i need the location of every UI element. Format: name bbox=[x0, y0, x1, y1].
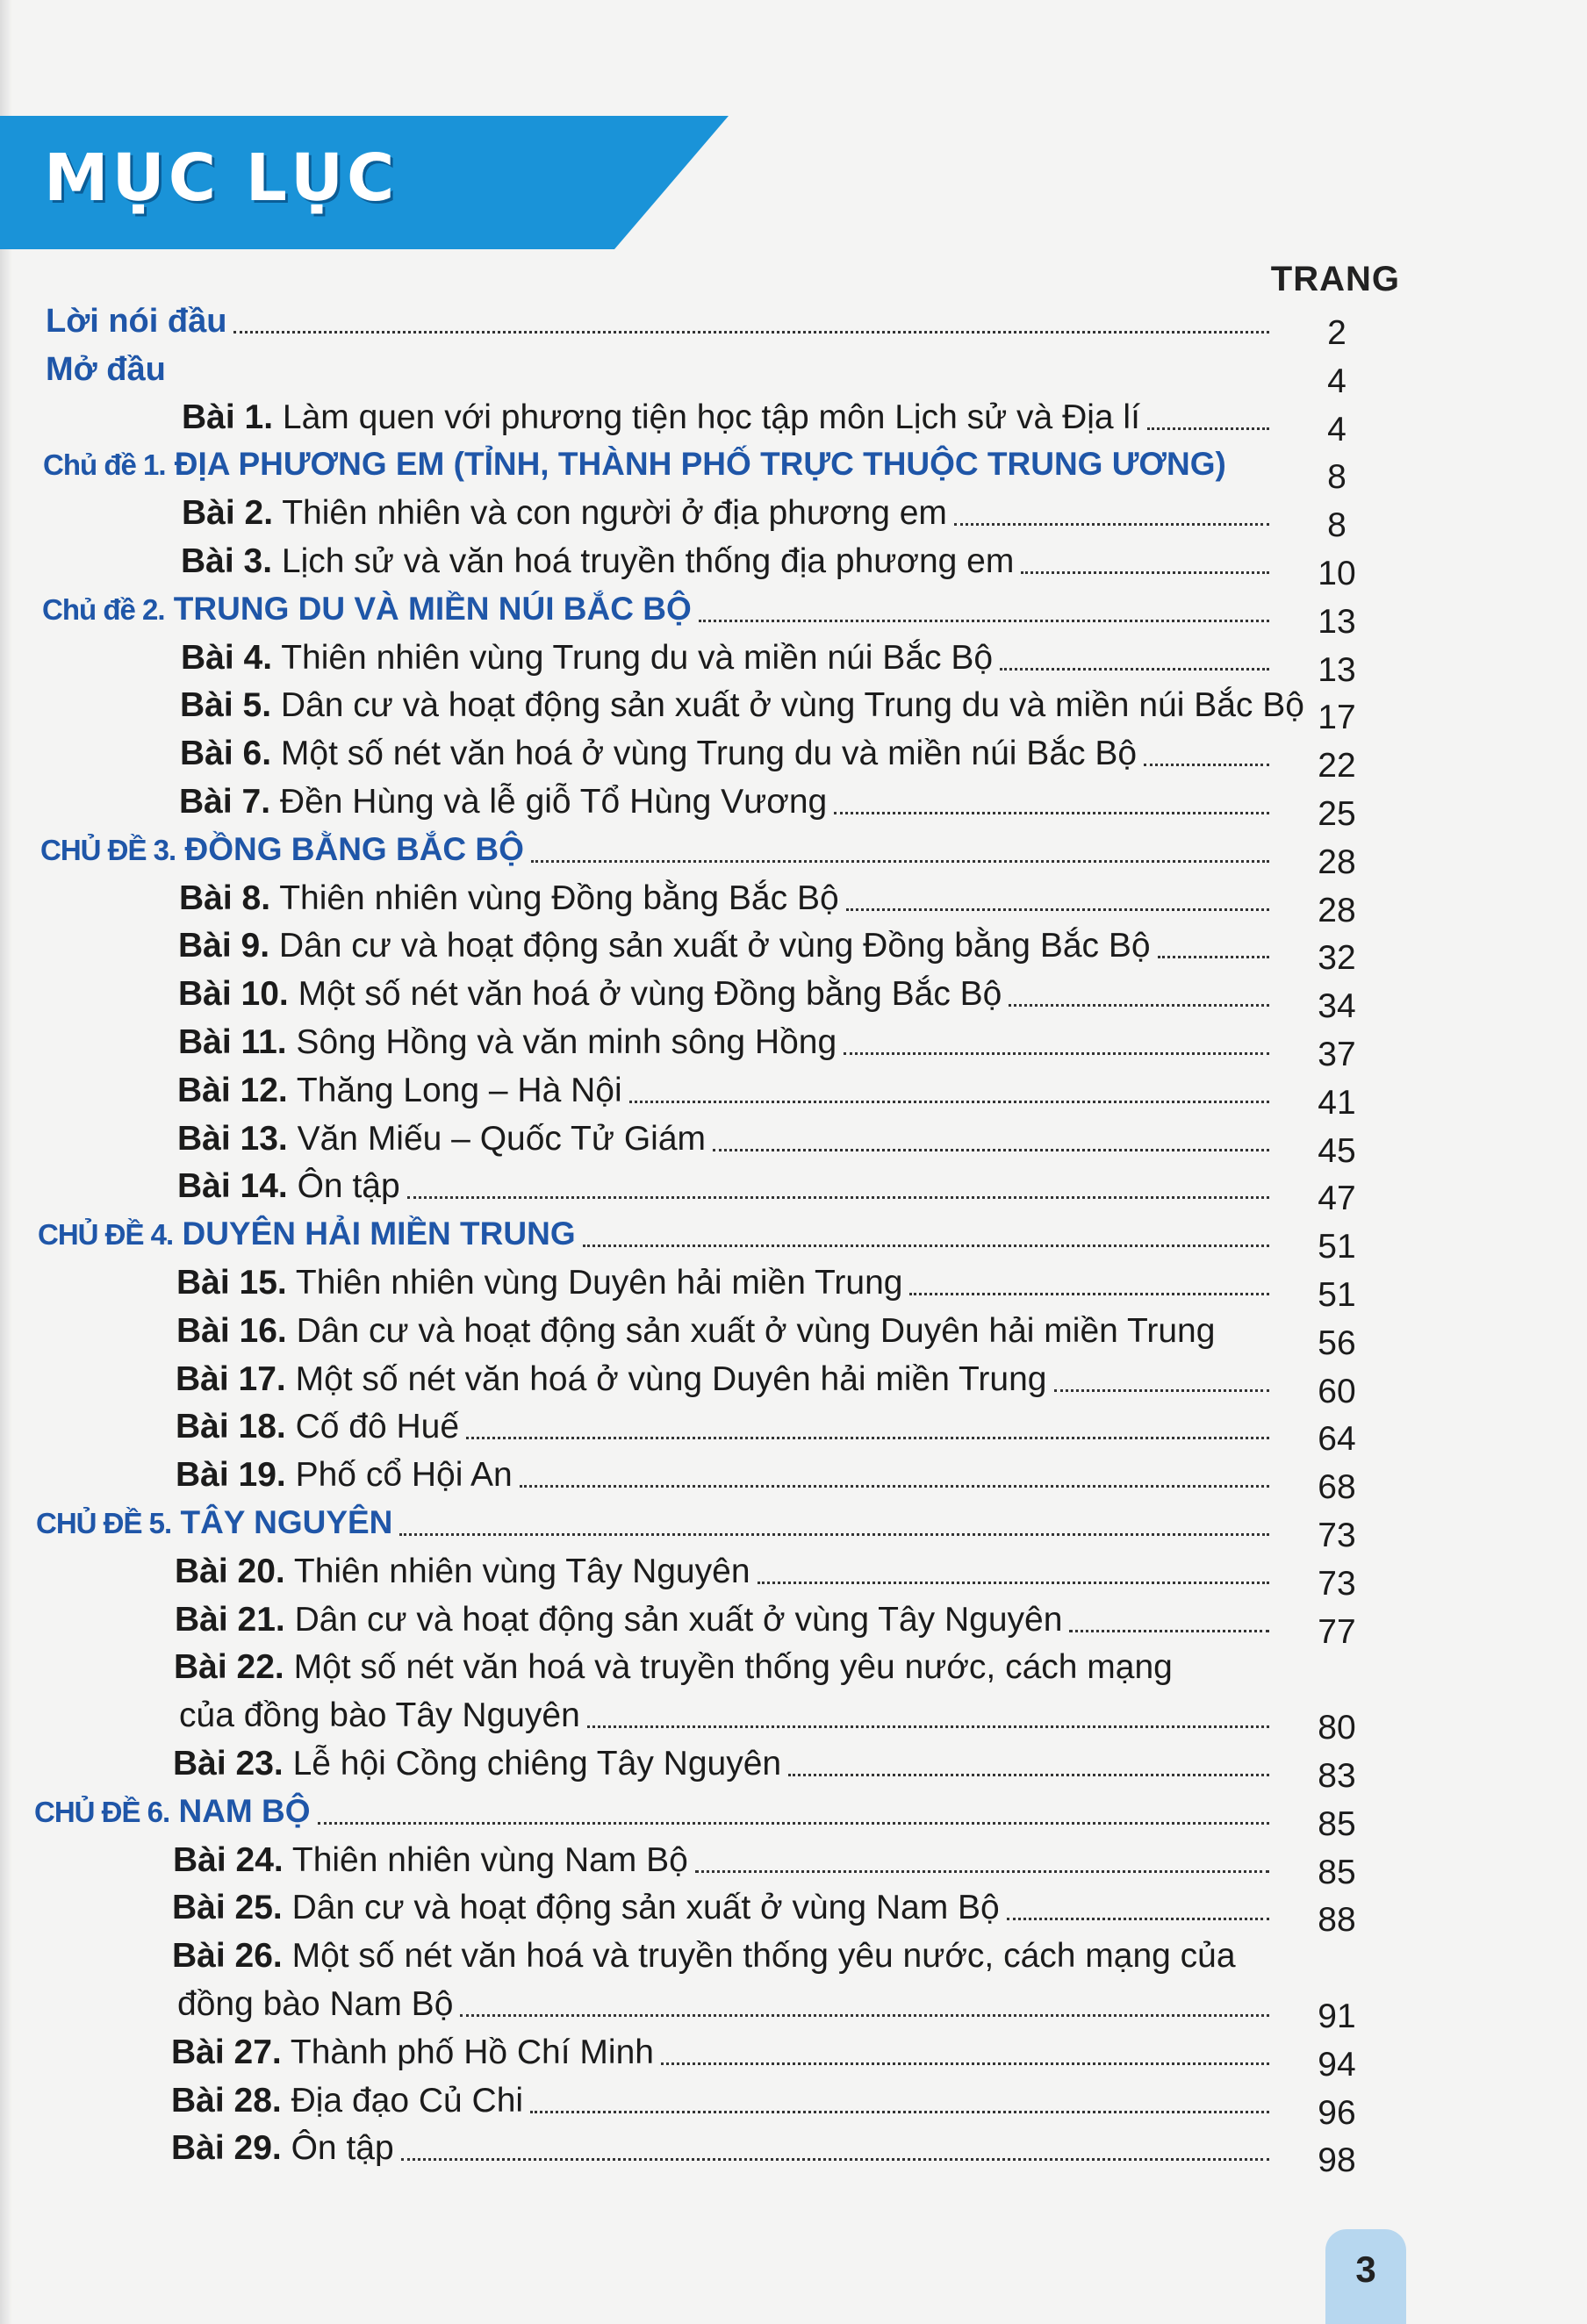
toc-entry-title: Ôn tập bbox=[287, 1167, 400, 1206]
toc-section-row bbox=[43, 442, 1275, 488]
toc-page-number: 51 bbox=[1318, 1276, 1356, 1314]
toc-entry-number: CHỦ ĐỀ 6. bbox=[34, 1795, 170, 1828]
dot-leader bbox=[531, 860, 1269, 863]
dot-leader bbox=[233, 331, 1269, 334]
toc-entry-title: của đồng bào Tây Nguyên bbox=[179, 1696, 580, 1735]
dot-leader bbox=[909, 1293, 1269, 1295]
toc-lesson-row bbox=[182, 491, 1275, 536]
toc-entry-label bbox=[175, 1597, 1062, 1643]
toc-lesson-row bbox=[175, 1597, 1275, 1643]
toc-entry-number: Bài 2. bbox=[182, 494, 274, 533]
dot-leader bbox=[844, 1052, 1269, 1055]
toc-lesson-row bbox=[176, 1260, 1275, 1306]
dot-leader bbox=[520, 1485, 1269, 1488]
toc-entry-label bbox=[176, 1309, 1215, 1354]
toc-entry-label bbox=[180, 683, 1304, 728]
toc-page-number: 17 bbox=[1318, 699, 1356, 737]
toc-entry-number: Bài 14. bbox=[177, 1167, 288, 1206]
toc-entry-title: Một số nét văn hoá ở vùng Duyên hải miền Trung bbox=[285, 1359, 1047, 1398]
toc-entry-title: Dân cư và hoạt động sản xuất ở vùng Nam Bộ bbox=[282, 1889, 1000, 1927]
dot-leader bbox=[1054, 1389, 1270, 1392]
toc-page-number: 47 bbox=[1318, 1180, 1356, 1218]
toc-entry-title: Một số nét văn hoá và truyền thống yêu nước, cách mạng bbox=[284, 1648, 1173, 1687]
toc-entry-title: Dân cư và hoạt động sản xuất ở vùng Tây Nguyên bbox=[284, 1600, 1063, 1639]
toc-entry-title: Đền Hùng và lễ giỗ Tổ Hùng Vương bbox=[270, 783, 828, 821]
toc-page-number: 96 bbox=[1318, 2093, 1356, 2132]
toc-heading-row bbox=[46, 298, 1275, 344]
dot-leader bbox=[699, 620, 1269, 622]
toc-entry-number: Bài 23. bbox=[173, 1745, 284, 1782]
toc-entry-title: ĐỒNG BẰNG BẮC BỘ bbox=[176, 830, 524, 867]
toc-entry-label bbox=[172, 1885, 1000, 1931]
toc-lesson-row bbox=[171, 2030, 1275, 2076]
toc-entry-label bbox=[177, 1116, 706, 1162]
toc-page-number: 85 bbox=[1318, 1853, 1356, 1891]
toc-entry-title: Thiên nhiên vùng Tây Nguyên bbox=[284, 1552, 750, 1590]
toc-entry-number: CHỦ ĐỀ 3. bbox=[40, 833, 176, 866]
toc-entry-label bbox=[42, 586, 692, 633]
dot-leader bbox=[466, 1437, 1269, 1439]
toc-page-number: 94 bbox=[1318, 2045, 1356, 2084]
dot-leader bbox=[587, 1725, 1269, 1728]
toc-page-number: 37 bbox=[1318, 1036, 1356, 1073]
toc-page-number: 80 bbox=[1318, 1709, 1356, 1747]
toc-page-number: 8 bbox=[1327, 506, 1346, 545]
toc-lesson-row bbox=[179, 876, 1275, 922]
toc-page-number: 13 bbox=[1318, 602, 1356, 641]
toc-entry-number: Bài 22. bbox=[174, 1648, 284, 1687]
toc-entry-number: Bài 29. bbox=[171, 2129, 282, 2168]
toc-entry-label bbox=[178, 1020, 837, 1065]
toc-entry-number: Bài 13. bbox=[177, 1119, 288, 1158]
toc-lesson-row bbox=[176, 1309, 1275, 1354]
toc-entry-label bbox=[181, 539, 1014, 585]
toc-page-number: 28 bbox=[1318, 843, 1356, 881]
toc-entry-label bbox=[176, 1452, 513, 1498]
dot-leader bbox=[401, 2158, 1269, 2161]
toc-page-number: 32 bbox=[1318, 939, 1356, 978]
toc-page-number: 91 bbox=[1318, 1998, 1356, 2035]
toc-entry-label bbox=[173, 1741, 781, 1787]
toc-entry-number: Bài 8. bbox=[179, 879, 271, 917]
dot-leader bbox=[1007, 1918, 1269, 1920]
toc-lesson-row bbox=[176, 1357, 1275, 1402]
toc-entry-label bbox=[177, 1164, 400, 1209]
toc-entry-label bbox=[179, 779, 827, 825]
toc-section-row bbox=[34, 1790, 1275, 1835]
toc-entry-number: Bài 9. bbox=[178, 927, 270, 965]
toc-entry-number: Bài 12. bbox=[177, 1071, 288, 1109]
dot-leader bbox=[318, 1822, 1269, 1825]
page-column-header: TRANG bbox=[1270, 260, 1400, 298]
toc-entry-label bbox=[182, 491, 947, 536]
toc-entry-label bbox=[46, 347, 166, 392]
toc-entry-title: TÂY NGUYÊN bbox=[171, 1504, 393, 1540]
toc-entry-title: Một số nét văn hoá ở vùng Trung du và miền núi Bắc Bộ bbox=[271, 735, 1138, 773]
dot-leader bbox=[661, 2062, 1269, 2065]
dot-leader bbox=[1000, 668, 1269, 671]
toc-lesson-row bbox=[181, 635, 1275, 681]
toc-entry-label bbox=[180, 731, 1137, 777]
toc-entry-label bbox=[40, 827, 524, 873]
dot-leader bbox=[629, 1101, 1269, 1103]
toc-entry-title: Mở đầu bbox=[46, 350, 166, 388]
toc-section-row bbox=[38, 1212, 1275, 1258]
toc-page-number: 28 bbox=[1318, 891, 1356, 929]
toc-lesson-row bbox=[173, 1838, 1275, 1883]
dot-leader bbox=[846, 908, 1269, 911]
toc-entry-title: Lễ hội Cồng chiêng Tây Nguyên bbox=[283, 1745, 782, 1782]
toc-section-row bbox=[40, 828, 1275, 873]
toc-entry-title: Cố đô Huế bbox=[285, 1408, 460, 1446]
toc-entry-title: Thăng Long – Hà Nội bbox=[287, 1071, 622, 1109]
toc-entry-title: đồng bào Nam Bộ bbox=[177, 1985, 454, 2023]
toc-page-number: 34 bbox=[1318, 987, 1356, 1026]
toc-lesson-row bbox=[172, 1885, 1275, 1931]
toc-lesson-row bbox=[171, 2078, 1275, 2124]
toc-page-number: 45 bbox=[1318, 1131, 1356, 1170]
toc-entry-label bbox=[175, 1549, 750, 1595]
dot-leader bbox=[695, 1870, 1269, 1873]
toc-page-number: 4 bbox=[1327, 362, 1346, 400]
toc-page-number: 88 bbox=[1318, 1901, 1356, 1940]
toc-page-number: 10 bbox=[1318, 555, 1356, 592]
dot-leader bbox=[758, 1582, 1269, 1584]
toc-heading-row bbox=[46, 347, 1275, 392]
toc-lesson-row bbox=[180, 683, 1304, 728]
toc-entry-label bbox=[34, 1789, 311, 1835]
toc-page-number: 64 bbox=[1318, 1420, 1356, 1459]
toc-entry-label bbox=[181, 635, 993, 681]
toc-entry-title: Thiên nhiên vùng Đồng bằng Bắc Bộ bbox=[270, 879, 839, 917]
toc-entry-label bbox=[178, 923, 1151, 969]
toc-lesson-row bbox=[178, 923, 1275, 969]
toc-entry-label bbox=[171, 2030, 654, 2076]
toc-entry-number: Bài 4. bbox=[181, 638, 273, 677]
toc-page-number: 13 bbox=[1318, 650, 1356, 689]
dot-leader bbox=[1144, 764, 1269, 766]
toc-entry-title: Thiên nhiên vùng Trung du và miền núi Bắc Bộ bbox=[272, 638, 994, 677]
toc-page-number: 68 bbox=[1318, 1468, 1356, 1507]
toc-lesson-row bbox=[176, 1404, 1275, 1450]
toc-lesson-row bbox=[181, 539, 1275, 585]
page-number: 3 bbox=[1355, 2249, 1376, 2290]
toc-entry-number: Bài 19. bbox=[176, 1456, 286, 1495]
dot-leader bbox=[1021, 571, 1269, 574]
toc-page-number: 2 bbox=[1327, 314, 1346, 352]
toc-page-number: 85 bbox=[1318, 1804, 1356, 1843]
toc-entry-title: Lời nói đầu bbox=[46, 303, 227, 340]
toc-entry-label bbox=[177, 1068, 622, 1114]
toc-entry-title: Thành phố Hồ Chí Minh bbox=[281, 2033, 654, 2071]
toc-entry-number: Bài 15. bbox=[176, 1264, 287, 1302]
toc-lesson-row bbox=[178, 972, 1275, 1017]
toc-lesson-row bbox=[172, 1933, 1275, 1979]
toc-entry-label bbox=[36, 1500, 392, 1546]
toc-entry-label bbox=[179, 1693, 580, 1739]
toc-entry-title: Thiên nhiên vùng Nam Bộ bbox=[283, 1840, 688, 1879]
dot-leader bbox=[834, 812, 1269, 814]
toc-entry-title: NAM BỘ bbox=[169, 1792, 311, 1829]
toc-entry-label bbox=[171, 2078, 523, 2124]
toc-page-number: 56 bbox=[1318, 1323, 1356, 1362]
toc-lesson-row bbox=[179, 779, 1275, 825]
dot-leader bbox=[460, 2014, 1269, 2017]
toc-entry-title: Dân cư và hoạt động sản xuất ở vùng Duyên hải miền Trung bbox=[286, 1311, 1216, 1350]
dot-leader bbox=[583, 1244, 1269, 1247]
toc-entry-number: Bài 17. bbox=[176, 1359, 286, 1398]
toc-entry-number: Bài 24. bbox=[173, 1840, 284, 1879]
page-title: MỤC LỤC bbox=[44, 140, 399, 216]
toc-entry-number: Bài 21. bbox=[175, 1600, 285, 1639]
toc-entry-title: DUYÊN HẢI MIỀN TRUNG bbox=[173, 1216, 576, 1252]
dot-leader bbox=[1158, 956, 1269, 958]
toc-lesson-row bbox=[175, 1549, 1275, 1595]
toc-page-number: 83 bbox=[1318, 1757, 1356, 1795]
dot-leader bbox=[1009, 1004, 1269, 1007]
toc-lesson-row bbox=[176, 1452, 1275, 1498]
toc-page-number: 98 bbox=[1318, 2141, 1356, 2180]
toc-entry-label bbox=[173, 1838, 688, 1883]
toc-entry-title: Dân cư và hoạt động sản xuất ở vùng Đồng bằng Bắc Bộ bbox=[269, 927, 1151, 965]
toc-entry-number: Bài 28. bbox=[171, 2081, 282, 2120]
toc-entry-label bbox=[182, 395, 1140, 441]
toc-page-number: 41 bbox=[1318, 1083, 1356, 1122]
toc-entry-label bbox=[43, 441, 1226, 488]
toc-section-row bbox=[36, 1501, 1275, 1546]
toc-entry-number: Bài 11. bbox=[178, 1023, 287, 1061]
toc-lesson-row bbox=[178, 1020, 1275, 1065]
toc-entry-title: Văn Miếu – Quốc Tử Giám bbox=[287, 1119, 706, 1158]
toc-entry-title: Dân cư và hoạt động sản xuất ở vùng Trung du và miền núi Bắc Bộ bbox=[271, 686, 1304, 725]
toc-lesson-row bbox=[177, 1982, 1275, 2027]
dot-leader bbox=[407, 1196, 1269, 1199]
toc-entry-label bbox=[178, 972, 1002, 1017]
dot-leader bbox=[1069, 1630, 1269, 1632]
toc-entry-label bbox=[176, 1260, 902, 1306]
toc-entry-label bbox=[172, 1933, 1236, 1979]
toc-entry-title: Làm quen với phương tiện học tập môn Lịch sử và Địa lí bbox=[273, 398, 1140, 436]
toc-entry-number: Chủ đề 1. bbox=[43, 448, 166, 482]
toc-entry-number: Bài 5. bbox=[180, 686, 272, 725]
toc-section-row bbox=[42, 587, 1275, 633]
toc-entry-number: Bài 7. bbox=[179, 783, 271, 821]
toc-page-number: 8 bbox=[1327, 458, 1346, 497]
toc-page-number: 60 bbox=[1318, 1372, 1356, 1410]
toc-entry-title: Sông Hồng và văn minh sông Hồng bbox=[286, 1023, 837, 1061]
toc-entry-title: Phố cổ Hội An bbox=[285, 1456, 513, 1495]
toc-entry-label bbox=[174, 1645, 1173, 1690]
toc-lesson-row bbox=[173, 1741, 1275, 1787]
toc-page-number: 51 bbox=[1318, 1228, 1356, 1266]
dot-leader bbox=[530, 2111, 1269, 2113]
dot-leader bbox=[713, 1149, 1269, 1151]
toc-entry-number: Bài 26. bbox=[172, 1937, 283, 1976]
toc-entry-number: Bài 20. bbox=[175, 1552, 285, 1590]
toc-page-number: 25 bbox=[1318, 795, 1356, 833]
toc-entry-number: Bài 1. bbox=[182, 398, 274, 436]
toc-lesson-row bbox=[177, 1116, 1275, 1162]
toc-lesson-row bbox=[177, 1068, 1275, 1114]
toc-entry-number: Bài 16. bbox=[176, 1311, 287, 1350]
toc-entry-number: Bài 10. bbox=[178, 975, 289, 1014]
dot-leader bbox=[788, 1774, 1269, 1776]
toc-entry-label bbox=[171, 2126, 394, 2171]
toc-entry-title: Ôn tập bbox=[281, 2129, 394, 2168]
toc-lesson-row bbox=[177, 1164, 1275, 1209]
toc-entry-title: Thiên nhiên và con người ở địa phương em bbox=[273, 494, 947, 533]
toc-entry-title: Một số nét văn hoá ở vùng Đồng bằng Bắc Bộ bbox=[288, 975, 1002, 1014]
toc-entry-title: Địa đạo Củ Chi bbox=[281, 2081, 524, 2120]
toc-lesson-row bbox=[171, 2126, 1275, 2171]
toc-entry-number: Bài 25. bbox=[172, 1889, 283, 1927]
toc-entry-title: Lịch sử và văn hoá truyền thống địa phương em bbox=[272, 542, 1015, 580]
toc-entry-label bbox=[177, 1982, 453, 2027]
toc-entry-number: Bài 3. bbox=[181, 542, 273, 580]
toc-page-number: 77 bbox=[1318, 1612, 1356, 1651]
toc-entry-number: CHỦ ĐỀ 4. bbox=[38, 1218, 174, 1252]
dot-leader bbox=[1147, 427, 1269, 430]
toc-page-number: 73 bbox=[1318, 1564, 1356, 1603]
page-number-badge bbox=[1325, 2229, 1406, 2324]
toc-page-number: 73 bbox=[1318, 1517, 1356, 1554]
toc-lesson-row bbox=[180, 731, 1275, 777]
toc-entry-title: Một số nét văn hoá và truyền thống yêu nước, cách mạng của bbox=[282, 1937, 1236, 1976]
toc-entry-label bbox=[46, 298, 226, 344]
toc-lesson-row bbox=[174, 1645, 1275, 1690]
toc-lesson-row bbox=[179, 1693, 1275, 1739]
toc-lesson-row bbox=[182, 395, 1275, 441]
toc-entry-label bbox=[38, 1211, 576, 1258]
dot-leader bbox=[954, 523, 1269, 526]
toc-entry-number: Bài 18. bbox=[176, 1408, 286, 1446]
toc-page-number: 22 bbox=[1318, 747, 1356, 785]
dot-leader bbox=[399, 1533, 1269, 1536]
toc-entry-number: Bài 27. bbox=[171, 2033, 282, 2071]
toc-entry-title: TRUNG DU VÀ MIỀN NÚI BẮC BỘ bbox=[164, 590, 692, 627]
toc-page-number: 4 bbox=[1327, 410, 1346, 448]
toc-entry-title: Thiên nhiên vùng Duyên hải miền Trung bbox=[286, 1264, 903, 1302]
toc-entry-title: ĐỊA PHƯƠNG EM (TỈNH, THÀNH PHỐ TRỰC THUỘC TRUNG ƯƠNG) bbox=[165, 446, 1226, 483]
toc-entry-label bbox=[176, 1357, 1047, 1402]
toc-entry-label bbox=[179, 876, 839, 922]
toc-entry-number: Bài 6. bbox=[180, 735, 272, 773]
toc-entry-label bbox=[176, 1404, 459, 1450]
toc-entry-number: CHỦ ĐỀ 5. bbox=[36, 1507, 172, 1539]
toc-entry-number: Chủ đề 2. bbox=[42, 592, 165, 626]
